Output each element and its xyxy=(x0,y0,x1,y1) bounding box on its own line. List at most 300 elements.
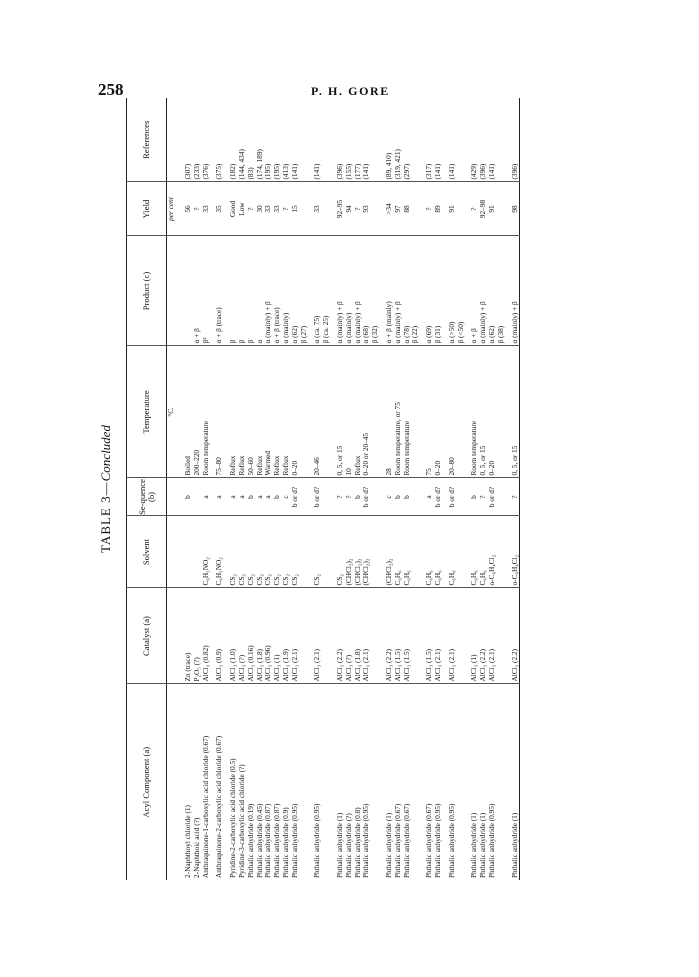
cell-product: α (mainly) + β xyxy=(394,236,403,346)
table-row xyxy=(457,98,466,880)
cell-yield: Low xyxy=(238,182,247,236)
cell-yield: ? xyxy=(420,182,434,236)
cell-references: (141) xyxy=(434,98,443,182)
table-row xyxy=(210,98,224,880)
cell-catalyst xyxy=(457,588,466,684)
table-row xyxy=(308,98,322,880)
table-row xyxy=(488,98,497,880)
cell-catalyst: AlCl₃ (2.1) xyxy=(443,588,457,684)
cell-sequence: b xyxy=(247,478,256,516)
cell-yield xyxy=(300,182,309,236)
table-row xyxy=(264,98,273,880)
cell-temperature: Reflux xyxy=(238,346,247,478)
table-row xyxy=(362,98,371,880)
cell-sequence: ? xyxy=(479,478,488,516)
cell-acyl: Phthalic anhydride (1) xyxy=(334,812,344,878)
cell-acyl: Phthalic anhydride (1) xyxy=(469,812,479,878)
cell-acyl: Phthalic anhydride (0.8) xyxy=(352,807,362,878)
cell-yield: 93 xyxy=(362,182,371,236)
cell-catalyst: AlCl₃ (2.1) xyxy=(434,588,443,684)
cell-catalyst xyxy=(322,588,331,684)
cell-sequence: b xyxy=(354,478,363,516)
cell-acyl: Anthraquinone-1-carboxylic acid chloride (0.67) xyxy=(200,735,210,878)
cell-references: (83) xyxy=(247,98,256,182)
table-row xyxy=(411,98,420,880)
cell-yield: ? xyxy=(465,182,479,236)
table-body xyxy=(167,98,520,880)
cell-temperature: Reflux xyxy=(354,346,363,478)
cell-product: α + β xyxy=(193,236,202,346)
cell-sequence: a xyxy=(256,478,265,516)
cell-solvent: C₆H₅NO₂ xyxy=(202,516,211,588)
cell-solvent: CS₂ xyxy=(256,516,265,588)
cell-yield: >34 xyxy=(380,182,394,236)
cell-catalyst: AlCl₃ (2.2) xyxy=(506,588,520,684)
cell-references: (174, 189) xyxy=(256,98,265,182)
cell-acyl: Anthraquinone-2-carboxylic acid chloride (0.67) xyxy=(214,735,224,878)
cell-solvent: CS₂ xyxy=(331,516,345,588)
cell-catalyst: AlCl₃ (?) xyxy=(345,588,354,684)
cell-product: β (ca. 25) xyxy=(322,236,331,346)
cell-solvent: (CHCl₂)₂ xyxy=(345,516,354,588)
table-row xyxy=(506,98,520,880)
cell-product: α (mainly) + β xyxy=(354,236,363,346)
cell-catalyst: P₂O₅ (?) xyxy=(193,588,202,684)
cell-solvent: C₆H₆ xyxy=(434,516,443,588)
cell-temperature: 75–80 xyxy=(210,346,224,478)
cell-yield: 33 xyxy=(202,182,211,236)
cell-solvent xyxy=(457,516,466,588)
cell-product: α + β (mainly) xyxy=(380,236,394,346)
cell-sequence: a xyxy=(202,478,211,516)
cell-product: β (22) xyxy=(411,236,420,346)
cell-solvent xyxy=(371,516,380,588)
col-header-product: Product (c) xyxy=(127,236,167,346)
cell-temperature xyxy=(457,346,466,478)
cell-product: α (mainly) + β xyxy=(331,236,345,346)
cell-acyl: Pyridine-2-carboxylic acid chloride (0.5) xyxy=(228,758,238,878)
cell-acyl: Phthalic anhydride (0.67) xyxy=(401,803,411,878)
cell-yield: 15 xyxy=(291,182,300,236)
cell-references xyxy=(411,98,420,182)
table-row xyxy=(394,98,403,880)
cell-acyl xyxy=(457,684,466,880)
cell-references xyxy=(457,98,466,182)
cell-catalyst: AlCl₃ (1.0) xyxy=(224,588,238,684)
col-header-references: References xyxy=(127,98,167,182)
cell-acyl: Phthalic anhydride (0.95) xyxy=(361,803,371,878)
cell-catalyst: AlCl₃ (1.5) xyxy=(420,588,434,684)
cell-references: (396) xyxy=(479,98,488,182)
table-row xyxy=(179,98,193,880)
cell-catalyst xyxy=(497,588,506,684)
cell-product: α xyxy=(256,236,265,346)
col-header-acyl: Acyl Component (a) xyxy=(141,746,151,818)
cell-references: (376) xyxy=(202,98,211,182)
cell-references: (141) xyxy=(308,98,322,182)
cell-catalyst: AlCl₃ (1.5) xyxy=(403,588,412,684)
cell-sequence: a xyxy=(264,478,273,516)
cell-sequence: b or d? xyxy=(362,478,371,516)
cell-references xyxy=(497,98,506,182)
cell-acyl: 2-Naphthoyl chloride (1) xyxy=(183,805,192,878)
cell-references: (317) xyxy=(420,98,434,182)
cell-solvent: C₆H₆ xyxy=(443,516,457,588)
cell-references: (396) xyxy=(506,98,520,182)
cell-catalyst: AlCl₃ (0.96) xyxy=(264,588,273,684)
cell-product: α (68) xyxy=(362,236,371,346)
cell-temperature: 20–80 xyxy=(443,346,457,478)
cell-catalyst: AlCl₃ (?) xyxy=(238,588,247,684)
cell-references: (141) xyxy=(291,98,300,182)
units-row xyxy=(167,98,180,880)
table-row xyxy=(465,98,479,880)
cell-yield: 30 xyxy=(256,182,265,236)
cell-temperature: Reflux xyxy=(224,346,238,478)
cell-solvent xyxy=(322,516,331,588)
cell-product: β xyxy=(247,236,256,346)
cell-solvent: CS₂ xyxy=(224,516,238,588)
cell-sequence: a xyxy=(224,478,238,516)
cell-product: α + β (trace) xyxy=(210,236,224,346)
cell-catalyst: AlCl₃ (2.2) xyxy=(331,588,345,684)
cell-references: (141) xyxy=(488,98,497,182)
cell-yield: 92–95 xyxy=(331,182,345,236)
cell-sequence xyxy=(457,478,466,516)
cell-temperature: 0, 5, or 15 xyxy=(479,346,488,478)
cell-catalyst xyxy=(411,588,420,684)
table-row xyxy=(247,98,256,880)
cell-temperature xyxy=(497,346,506,478)
cell-sequence: b or d? xyxy=(291,478,300,516)
cell-temperature xyxy=(322,346,331,478)
cell-references: (319, 421) xyxy=(394,98,403,182)
cell-yield: 91 xyxy=(488,182,497,236)
table-row xyxy=(403,98,412,880)
cell-solvent: o-C₆H₄Cl₂ xyxy=(488,516,497,588)
cell-product: β² xyxy=(202,236,211,346)
cell-references: (141) xyxy=(443,98,457,182)
cell-yield: 91 xyxy=(443,182,457,236)
page-number: 258 xyxy=(98,80,124,99)
cell-product: β (27) xyxy=(300,236,309,346)
cell-product: α (78) xyxy=(403,236,412,346)
cell-product: α (62) xyxy=(488,236,497,346)
table-row xyxy=(420,98,434,880)
cell-acyl: Phthalic anhydride (0.67) xyxy=(424,803,434,878)
cell-references: (195) xyxy=(264,98,273,182)
cell-temperature: 0–20 xyxy=(291,346,300,478)
cell-references: (141) xyxy=(362,98,371,182)
cell-references: (375) xyxy=(210,98,224,182)
table-row xyxy=(300,98,309,880)
cell-product: β (31) xyxy=(434,236,443,346)
cell-solvent: C₆H₅NO₂ xyxy=(210,516,224,588)
table-title xyxy=(98,98,122,880)
data-table xyxy=(126,98,520,880)
cell-acyl xyxy=(497,684,506,880)
cell-product: α (69) xyxy=(420,236,434,346)
cell-catalyst xyxy=(300,588,309,684)
cell-sequence: b or d? xyxy=(434,478,443,516)
cell-temperature: 28 xyxy=(380,346,394,478)
cell-solvent: CS₂ xyxy=(273,516,282,588)
running-head: P. H. GORE xyxy=(311,84,390,98)
table-row xyxy=(238,98,247,880)
cell-references xyxy=(300,98,309,182)
cell-acyl: Phthalic anhydride (0.87) xyxy=(272,803,282,878)
cell-temperature xyxy=(371,346,380,478)
cell-acyl: Phthalic anhydride (1) xyxy=(478,812,488,878)
table-row xyxy=(256,98,265,880)
rotated-table-block xyxy=(98,98,596,880)
cell-temperature: Room temperature, or 75 xyxy=(394,346,403,478)
cell-catalyst: AlCl₃ (2.1) xyxy=(308,588,322,684)
cell-references: (429) xyxy=(465,98,479,182)
table-title-continued: Concluded xyxy=(98,425,113,482)
cell-sequence: b or d? xyxy=(443,478,457,516)
cell-yield: 92–98 xyxy=(479,182,488,236)
cell-product: β (<50) xyxy=(457,236,466,346)
table-row xyxy=(371,98,380,880)
cell-yield: ? xyxy=(193,182,202,236)
cell-temperature: Room temperature xyxy=(465,346,479,478)
cell-yield: 56 xyxy=(179,182,193,236)
cell-acyl: Phthalic anhydride (0.45) xyxy=(254,803,264,878)
cell-yield: Good xyxy=(224,182,238,236)
cell-yield: ? xyxy=(282,182,291,236)
cell-catalyst: AlCl₃ (0.9) xyxy=(210,588,224,684)
cell-references: (177) xyxy=(354,98,363,182)
cell-references: (182) xyxy=(224,98,238,182)
cell-temperature xyxy=(300,346,309,478)
cell-solvent: CS₂ xyxy=(247,516,256,588)
cell-acyl: Phthalic anhydride (0.95) xyxy=(289,803,299,878)
col-header-yield: Yield xyxy=(127,182,167,236)
cell-sequence: b or d? xyxy=(308,478,322,516)
cell-temperature: Reflux xyxy=(256,346,265,478)
cell-references: (297) xyxy=(403,98,412,182)
cell-temperature: Reflux xyxy=(282,346,291,478)
cell-temperature: Boiled xyxy=(179,346,193,478)
cell-acyl xyxy=(322,684,331,880)
cell-sequence: b xyxy=(179,478,193,516)
cell-sequence xyxy=(322,478,331,516)
cell-solvent: CS₂ xyxy=(308,516,322,588)
cell-product: α (mainly) + β xyxy=(506,236,520,346)
cell-catalyst: AlCl₃ (0.82) xyxy=(202,588,211,684)
cell-product: β xyxy=(224,236,238,346)
cell-references: (144, 434) xyxy=(238,98,247,182)
cell-yield: 35 xyxy=(210,182,224,236)
cell-solvent: (CHCl₂)₂ xyxy=(380,516,394,588)
cell-catalyst: AlCl₃ (1.8) xyxy=(354,588,363,684)
cell-yield: 94 xyxy=(345,182,354,236)
cell-yield: 98 xyxy=(506,182,520,236)
cell-product: β xyxy=(238,236,247,346)
col-header-solvent: Solvent xyxy=(127,516,167,588)
unit-cell-empty xyxy=(167,684,180,880)
cell-solvent xyxy=(411,516,420,588)
cell-acyl: Phthalic anhydride (0.87) xyxy=(263,803,273,878)
cell-catalyst xyxy=(371,588,380,684)
cell-yield: 33 xyxy=(273,182,282,236)
cell-sequence: c xyxy=(282,478,291,516)
cell-solvent: C₆H₆ xyxy=(394,516,403,588)
cell-catalyst: AlCl₃ (0.16) xyxy=(247,588,256,684)
table-row xyxy=(434,98,443,880)
cell-references: (195) xyxy=(273,98,282,182)
cell-yield: 89 xyxy=(434,182,443,236)
cell-yield xyxy=(371,182,380,236)
cell-acyl xyxy=(300,684,309,880)
cell-yield: 33 xyxy=(264,182,273,236)
cell-sequence: ? xyxy=(345,478,354,516)
cell-yield xyxy=(322,182,331,236)
cell-product xyxy=(179,236,193,346)
cell-catalyst: AlCl₃ (2.1) xyxy=(291,588,300,684)
cell-yield: 33 xyxy=(308,182,322,236)
header-row xyxy=(127,98,167,880)
cell-temperature: Room temperature xyxy=(202,346,211,478)
cell-product: α (ca. 75) xyxy=(308,236,322,346)
table-row xyxy=(273,98,282,880)
cell-sequence: ? xyxy=(331,478,345,516)
cell-references: (233) xyxy=(193,98,202,182)
cell-temperature: 50–60 xyxy=(247,346,256,478)
cell-catalyst: Zn (trace) xyxy=(179,588,193,684)
cell-temperature: 0, 5, or 15 xyxy=(331,346,345,478)
cell-acyl: Phthalic anhydride (0.19) xyxy=(245,803,255,878)
cell-sequence: b xyxy=(403,478,412,516)
cell-product: α (mainly) + β xyxy=(264,236,273,346)
cell-sequence: a xyxy=(420,478,434,516)
col-header-catalyst: Catalyst (a) xyxy=(127,588,167,684)
cell-temperature: 200–220 xyxy=(193,346,202,478)
cell-solvent: (CHCl₂)₂ xyxy=(354,516,363,588)
cell-temperature: 0–20 or 20–45 xyxy=(362,346,371,478)
cell-acyl: Pyridine-3-carboxylic acid chloride (?) xyxy=(236,764,246,878)
cell-sequence: b xyxy=(394,478,403,516)
unit-temperature: °C. xyxy=(167,346,180,478)
cell-solvent xyxy=(497,516,506,588)
table-row xyxy=(443,98,457,880)
cell-acyl: Phthalic anhydride (0.95) xyxy=(432,803,442,878)
cell-sequence: b or d? xyxy=(488,478,497,516)
cell-product: α (mainly) xyxy=(282,236,291,346)
cell-solvent: CS₂ xyxy=(264,516,273,588)
cell-yield: ? xyxy=(354,182,363,236)
cell-yield: 88 xyxy=(403,182,412,236)
cell-sequence xyxy=(497,478,506,516)
cell-sequence: b xyxy=(465,478,479,516)
cell-references xyxy=(371,98,380,182)
cell-acyl: Phthalic anhydride (0.95) xyxy=(312,803,322,878)
cell-catalyst: AlCl₃ (2.2) xyxy=(479,588,488,684)
cell-product: α + β (trace) xyxy=(273,236,282,346)
cell-product: β (32) xyxy=(371,236,380,346)
cell-yield xyxy=(497,182,506,236)
cell-yield xyxy=(411,182,420,236)
unit-cell-empty xyxy=(167,588,180,684)
table-row xyxy=(224,98,238,880)
table-row xyxy=(322,98,331,880)
cell-product: α + β xyxy=(465,236,479,346)
table-row xyxy=(345,98,354,880)
cell-solvent xyxy=(179,516,193,588)
col-header-sequence: Se-quence (b) xyxy=(127,478,167,516)
cell-solvent: CS₂ xyxy=(238,516,247,588)
cell-acyl: Phthalic anhydride (1) xyxy=(509,812,519,878)
cell-product: β (38) xyxy=(497,236,506,346)
cell-sequence xyxy=(411,478,420,516)
cell-acyl xyxy=(371,684,380,880)
cell-catalyst: AlCl₃ (1) xyxy=(465,588,479,684)
cell-catalyst: AlCl₃ (2.1) xyxy=(488,588,497,684)
cell-solvent: C₆H₆ xyxy=(479,516,488,588)
cell-sequence: a xyxy=(210,478,224,516)
cell-references: (155) xyxy=(345,98,354,182)
cell-solvent: CS₂ xyxy=(291,516,300,588)
cell-temperature: Warmed xyxy=(264,346,273,478)
cell-product: α (mainly) xyxy=(345,236,354,346)
cell-acyl: Phthalic anhydride (0.67) xyxy=(392,803,402,878)
cell-product: α (>50) xyxy=(443,236,457,346)
cell-temperature: 10 xyxy=(345,346,354,478)
cell-yield xyxy=(457,182,466,236)
cell-references: (413) xyxy=(282,98,291,182)
cell-catalyst: AlCl₃ (1.5) xyxy=(394,588,403,684)
cell-solvent: o-C₆H₄Cl₂ xyxy=(506,516,520,588)
cell-acyl xyxy=(411,684,420,880)
cell-catalyst: AlCl₃ (1.9) xyxy=(282,588,291,684)
cell-product: α (62) xyxy=(291,236,300,346)
cell-references: (89, 410) xyxy=(380,98,394,182)
cell-solvent: C₆H₆ xyxy=(403,516,412,588)
cell-temperature: 0–20 xyxy=(434,346,443,478)
unit-cell-empty xyxy=(167,98,180,182)
cell-catalyst: AlCl₃ (2.2) xyxy=(380,588,394,684)
table-row xyxy=(497,98,506,880)
cell-solvent: (CHCl₂)₂ xyxy=(362,516,371,588)
cell-acyl: Phthalic anhydride (0.95) xyxy=(446,803,456,878)
cell-sequence xyxy=(300,478,309,516)
cell-acyl: Phthalic anhydride (?) xyxy=(343,813,353,878)
cell-temperature: Reflux xyxy=(273,346,282,478)
cell-temperature xyxy=(411,346,420,478)
cell-temperature: 75 xyxy=(420,346,434,478)
cell-references xyxy=(322,98,331,182)
table-row xyxy=(331,98,345,880)
table-title-label: TABLE 3— xyxy=(98,481,113,553)
cell-sequence: a xyxy=(238,478,247,516)
cell-sequence: b xyxy=(273,478,282,516)
cell-acyl: 2-Naphthoic acid (?) xyxy=(191,817,201,878)
unit-cell-empty xyxy=(167,516,180,588)
cell-catalyst: AlCl₃ (1) xyxy=(273,588,282,684)
cell-product: α (mainly) + β xyxy=(479,236,488,346)
unit-cell-empty xyxy=(167,478,180,516)
cell-acyl: Phthalic anhydride (1) xyxy=(383,812,393,878)
cell-acyl: Phthalic anhydride (0.9) xyxy=(280,807,290,878)
cell-temperature: 0–20 xyxy=(488,346,497,478)
table-row xyxy=(380,98,394,880)
cell-yield: ? xyxy=(247,182,256,236)
cell-sequence: ? xyxy=(506,478,520,516)
cell-catalyst: AlCl₃ (1.8) xyxy=(256,588,265,684)
cell-solvent: C₆H₆ xyxy=(465,516,479,588)
cell-solvent xyxy=(300,516,309,588)
